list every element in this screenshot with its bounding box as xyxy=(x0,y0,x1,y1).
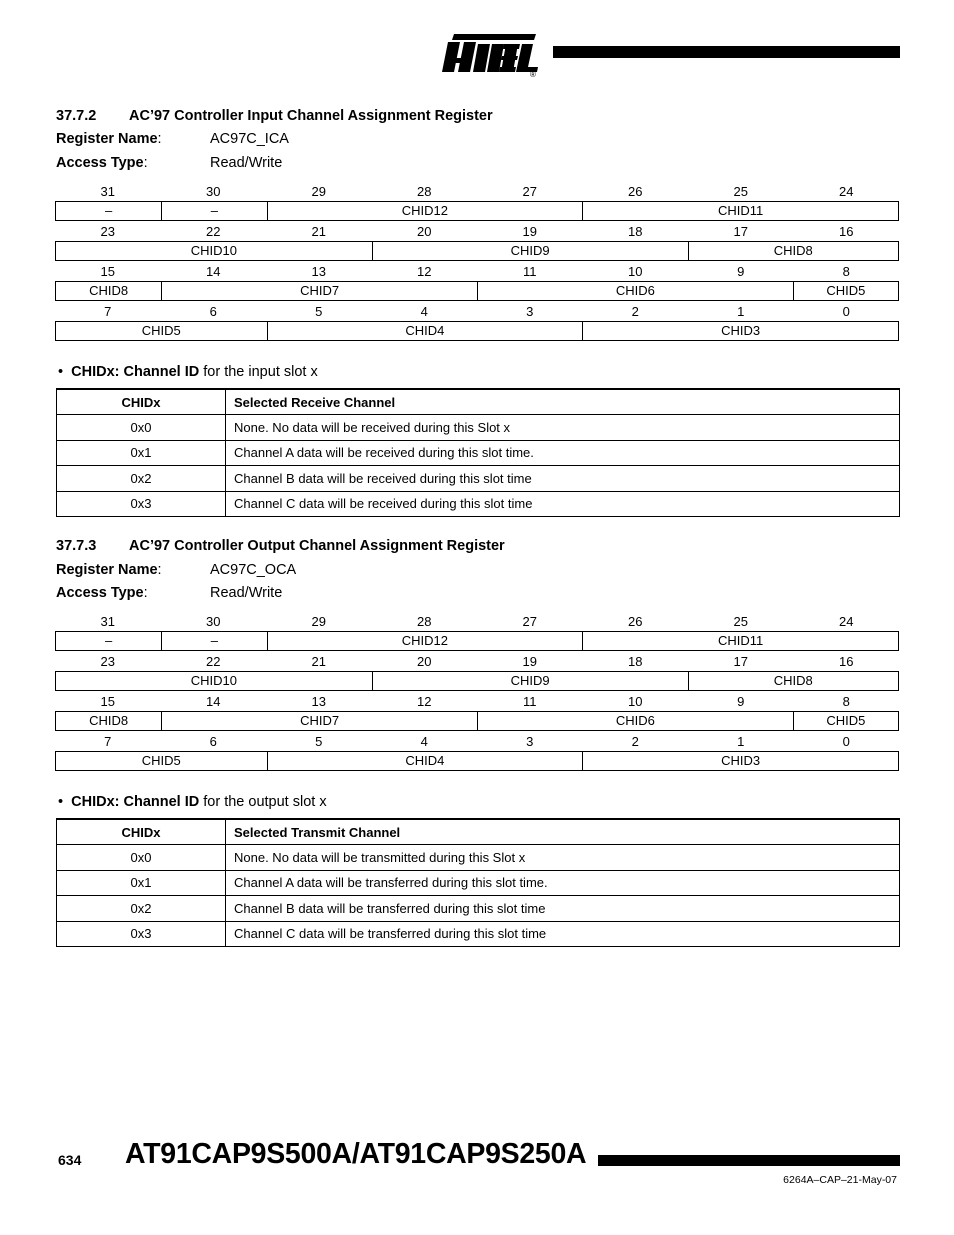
bit-number: 4 xyxy=(420,733,428,749)
register-field: CHID8 xyxy=(89,283,129,298)
table-cell: 0x3 xyxy=(57,921,226,947)
bit-number: 7 xyxy=(104,733,112,749)
column-header: CHIDx xyxy=(57,389,226,415)
access-type-row: Access Type: Read/Write xyxy=(56,155,283,171)
bit-number: 0 xyxy=(842,303,850,319)
footer-rule xyxy=(598,1155,900,1166)
bit-number: 9 xyxy=(737,263,745,279)
column-header: Selected Transmit Channel xyxy=(226,819,900,845)
bit-number: 19 xyxy=(522,223,537,239)
register-name-label: Register Name xyxy=(56,562,158,578)
bit-number: 11 xyxy=(523,263,537,279)
field-name: CHIDx: Channel ID xyxy=(71,364,200,380)
bit-number: 29 xyxy=(311,183,326,199)
table-cell: 0x1 xyxy=(57,870,226,896)
bit-number: 16 xyxy=(839,223,854,239)
register-field: CHID12 xyxy=(267,632,583,650)
field-description: • CHIDx: Channel ID for the input slot x xyxy=(58,364,318,380)
bit-number: 24 xyxy=(839,613,854,629)
table-cell: None. No data will be received during this Slot x xyxy=(226,415,900,441)
table-cell: Channel A data will be received during this slot time. xyxy=(226,440,900,466)
register-map xyxy=(55,181,899,341)
access-type-label: Access Type xyxy=(56,585,144,601)
page-number: 634 xyxy=(58,1152,82,1168)
channel-table xyxy=(56,388,900,517)
bit-number: 5 xyxy=(315,303,323,319)
register-field: CHID5 xyxy=(141,753,181,768)
bit-number: 23 xyxy=(100,653,115,669)
register-field: CHID7 xyxy=(161,712,477,730)
register-field-row xyxy=(55,281,899,301)
bit-number: 18 xyxy=(628,653,643,669)
bit-number: 6 xyxy=(209,733,217,749)
table-row xyxy=(57,440,900,466)
bit-number: 4 xyxy=(420,303,428,319)
bit-number: 10 xyxy=(628,693,643,709)
register-field-row xyxy=(55,671,899,691)
bit-number: 5 xyxy=(315,733,323,749)
bit-number: 2 xyxy=(631,303,639,319)
bit-number: 31 xyxy=(100,613,115,629)
table-cell: 0x2 xyxy=(57,466,226,492)
table-cell: 0x0 xyxy=(57,415,226,441)
bit-number: 30 xyxy=(206,183,221,199)
column-header: CHIDx xyxy=(57,819,226,845)
bit-number: 12 xyxy=(417,263,432,279)
bit-number: 21 xyxy=(311,223,326,239)
bit-number-row xyxy=(55,611,899,631)
bit-number: 27 xyxy=(522,613,537,629)
access-type-value: Read/Write xyxy=(210,585,283,601)
document-title: AT91CAP9S500A/AT91CAP9S250A xyxy=(125,1138,587,1170)
bit-number: 29 xyxy=(311,613,326,629)
register-field: CHID8 xyxy=(688,242,899,260)
bit-number: 22 xyxy=(206,223,221,239)
table-cell: Channel B data will be received during this slot time xyxy=(226,466,900,492)
access-type-value: Read/Write xyxy=(210,155,283,171)
bit-number: 15 xyxy=(100,693,115,709)
register-field: – xyxy=(105,203,113,218)
register-field: CHID10 xyxy=(190,243,237,258)
column-header: Selected Receive Channel xyxy=(226,389,900,415)
register-name-row: Register Name: AC97C_OCA xyxy=(56,562,297,578)
bit-number-row xyxy=(55,261,899,281)
register-field: CHID4 xyxy=(267,322,583,340)
bit-number: 3 xyxy=(526,733,534,749)
register-field-row xyxy=(55,241,899,261)
bit-number: 28 xyxy=(417,183,432,199)
table-cell: 0x3 xyxy=(57,491,226,517)
section-heading xyxy=(56,108,493,124)
bit-number: 23 xyxy=(100,223,115,239)
atmel-logo xyxy=(438,28,542,78)
field-desc-text: for the output slot x xyxy=(199,794,327,810)
table-cell: Channel A data will be transferred during this slot time. xyxy=(226,870,900,896)
bit-number: 20 xyxy=(417,223,432,239)
bit-number: 13 xyxy=(311,693,326,709)
table-row xyxy=(57,415,900,441)
table-cell: Channel B data will be transferred during this slot time xyxy=(226,896,900,922)
register-field: – xyxy=(161,632,266,650)
table-row xyxy=(57,870,900,896)
section-number: 37.7.3 xyxy=(56,538,97,554)
table-header-row xyxy=(57,389,900,415)
bit-number: 19 xyxy=(522,653,537,669)
bit-number: 17 xyxy=(733,653,748,669)
bit-number: 25 xyxy=(733,183,748,199)
table-cell: 0x0 xyxy=(57,845,226,871)
table-row xyxy=(57,845,900,871)
section-title: AC’97 Controller Input Channel Assignment Register xyxy=(129,108,493,124)
register-field-row xyxy=(55,751,899,771)
table-row xyxy=(57,466,900,492)
register-field: CHID9 xyxy=(372,242,688,260)
bit-number: 10 xyxy=(628,263,643,279)
table-header-row xyxy=(57,819,900,845)
register-field: CHID6 xyxy=(477,282,793,300)
bit-number: 8 xyxy=(842,693,850,709)
register-field: CHID3 xyxy=(582,322,898,340)
bit-number: 14 xyxy=(206,693,221,709)
bit-number: 18 xyxy=(628,223,643,239)
register-field: CHID10 xyxy=(190,673,237,688)
bit-number-row xyxy=(55,731,899,751)
bit-number: 7 xyxy=(104,303,112,319)
bit-number: 1 xyxy=(737,733,745,749)
register-field: CHID6 xyxy=(477,712,793,730)
bit-number: 17 xyxy=(733,223,748,239)
section-title: AC’97 Controller Output Channel Assignment Register xyxy=(129,538,505,554)
bit-number: 31 xyxy=(100,183,115,199)
bit-number: 14 xyxy=(206,263,221,279)
bit-number: 16 xyxy=(839,653,854,669)
register-field: CHID4 xyxy=(267,752,583,770)
register-field: – xyxy=(161,202,266,220)
bit-number: 9 xyxy=(737,693,745,709)
register-name-label: Register Name xyxy=(56,131,158,147)
table-row xyxy=(57,921,900,947)
bit-number: 21 xyxy=(311,653,326,669)
register-field: CHID8 xyxy=(688,672,899,690)
bit-number: 24 xyxy=(839,183,854,199)
bit-number-row xyxy=(55,651,899,671)
register-field-row xyxy=(55,201,899,221)
section-number: 37.7.2 xyxy=(56,108,97,124)
register-field: CHID9 xyxy=(372,672,688,690)
bit-number: 28 xyxy=(417,613,432,629)
bit-number: 26 xyxy=(628,613,643,629)
register-field: CHID5 xyxy=(141,323,181,338)
register-name-value: AC97C_OCA xyxy=(210,562,297,578)
bit-number: 13 xyxy=(311,263,326,279)
table-cell: Channel C data will be transferred during this slot time xyxy=(226,921,900,947)
table-cell: Channel C data will be received during this slot time xyxy=(226,491,900,517)
document-code: 6264A–CAP–21-May-07 xyxy=(783,1174,897,1186)
bit-number: 26 xyxy=(628,183,643,199)
bit-number: 15 xyxy=(100,263,115,279)
register-field: CHID5 xyxy=(793,282,898,300)
channel-table xyxy=(56,818,900,947)
register-field: – xyxy=(105,633,113,648)
register-field: CHID11 xyxy=(582,202,898,220)
register-field: CHID3 xyxy=(582,752,898,770)
bit-number-row xyxy=(55,221,899,241)
bit-number-row xyxy=(55,301,899,321)
register-field: CHID12 xyxy=(267,202,583,220)
register-map xyxy=(55,611,899,771)
registered-mark: ® xyxy=(530,70,536,78)
field-description: • CHIDx: Channel ID for the output slot x xyxy=(58,794,327,810)
bit-number: 25 xyxy=(733,613,748,629)
bit-number: 1 xyxy=(737,303,745,319)
register-name-value: AC97C_ICA xyxy=(210,131,289,147)
bit-number: 8 xyxy=(842,263,850,279)
bit-number: 11 xyxy=(523,693,537,709)
bit-number: 20 xyxy=(417,653,432,669)
table-row xyxy=(57,491,900,517)
bit-number: 12 xyxy=(417,693,432,709)
table-cell: None. No data will be transmitted during this Slot x xyxy=(226,845,900,871)
table-row xyxy=(57,896,900,922)
access-type-row: Access Type: Read/Write xyxy=(56,585,283,601)
register-field: CHID8 xyxy=(89,713,129,728)
section-heading xyxy=(56,538,505,554)
field-name: CHIDx: Channel ID xyxy=(71,794,200,810)
field-desc-text: for the input slot x xyxy=(199,364,318,380)
bit-number-row xyxy=(55,691,899,711)
bit-number: 30 xyxy=(206,613,221,629)
bit-number-row xyxy=(55,181,899,201)
bit-number: 3 xyxy=(526,303,534,319)
table-cell: 0x1 xyxy=(57,440,226,466)
bit-number: 0 xyxy=(842,733,850,749)
register-field: CHID5 xyxy=(793,712,898,730)
register-field: CHID7 xyxy=(161,282,477,300)
register-field-row xyxy=(55,711,899,731)
register-field-row xyxy=(55,631,899,651)
bit-number: 22 xyxy=(206,653,221,669)
bit-number: 2 xyxy=(631,733,639,749)
register-field-row xyxy=(55,321,899,341)
register-name-row: Register Name: AC97C_ICA xyxy=(56,131,289,147)
table-cell: 0x2 xyxy=(57,896,226,922)
header-rule xyxy=(553,46,900,58)
bit-number: 6 xyxy=(209,303,217,319)
access-type-label: Access Type xyxy=(56,155,144,171)
bit-number: 27 xyxy=(522,183,537,199)
register-field: CHID11 xyxy=(582,632,898,650)
